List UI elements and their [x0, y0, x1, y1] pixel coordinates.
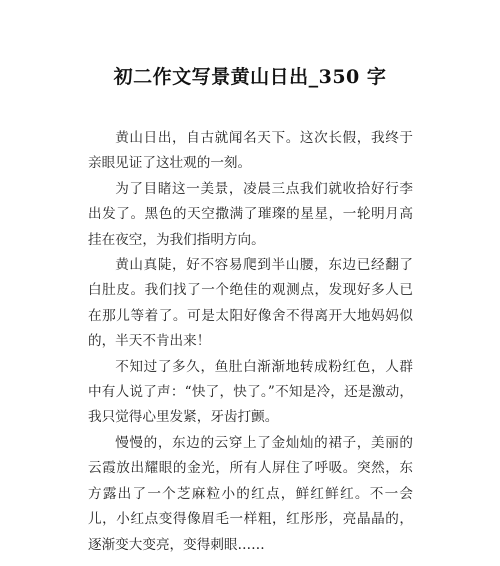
paragraph: 不知过了多久，鱼肚白渐渐地转成粉红色，人群中有人说了声：“快了，快了。”不知是冷，还是激动，我只觉得心里发紧，牙齿打颤。	[88, 358, 413, 426]
paragraph: 慢慢的，东边的云穿上了金灿灿的裙子，美丽的云霞放出耀眼的金光，所有人屏住了呼吸。突然，东方露出了一个芝麻粒小的红点，鲜红鲜红。不一会儿，小红点变得像眉毛一样粗，红彤彤，亮晶晶的，逐渐变大变亮，变得刺眼……	[88, 434, 413, 553]
paragraph: 黄山真陡，好不容易爬到半山腰，东边已经翻了白肚皮。我们找了一个绝佳的观测点，发现好多人已在那儿等着了。可是太阳好像舍不得离开大地妈妈似的，半天不肯出来！	[88, 257, 413, 350]
paragraph: 黄山日出，自古就闻名天下。这次长假，我终于亲眼见证了这壮观的一刻。	[88, 130, 413, 172]
document-body	[88, 126, 413, 558]
paragraph: 为了目睹这一美景，凌晨三点我们就收拾好行李出发了。黑色的天空撒满了璀璨的星星，一轮明月高挂在夜空，为我们指明方向。	[88, 180, 413, 248]
document-title: 初二作文写景黄山日出_350 字	[113, 66, 387, 88]
